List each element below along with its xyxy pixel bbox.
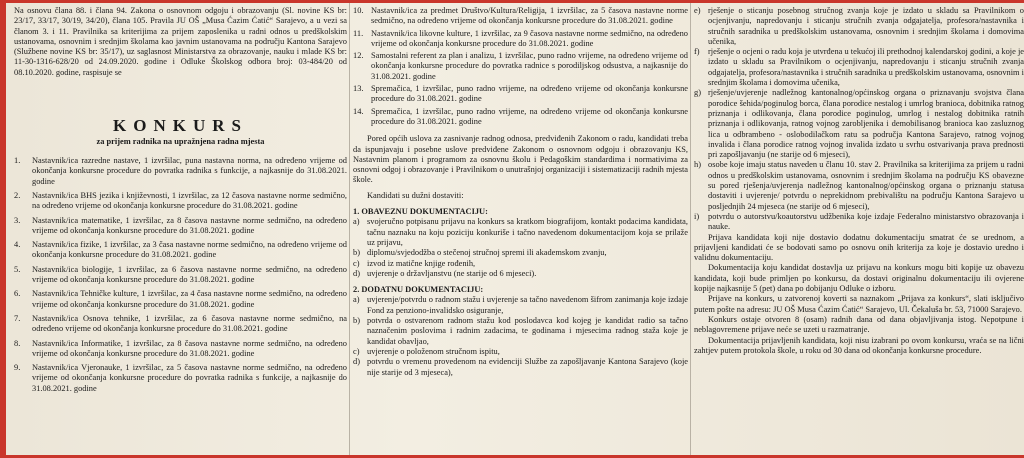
mandatory-docs-list: [353, 217, 688, 279]
doc-item: c) izvod iz matične knjige rođenih,: [353, 258, 476, 268]
additional-docs-list-part1: [353, 295, 688, 377]
column-left: [14, 6, 347, 453]
mandatory-docs-heading: 1. OBAVEZNU DOKUMENTACIJU:: [353, 207, 488, 217]
position-item: 14. Spremačica, 1 izvršilac, puno radno vrijeme, na određeno vrijeme od okončanja konkursne procedure do 31.08.2021. godine: [353, 106, 688, 126]
position-item: 13. Spremačica, 1 izvršilac, puno radno vrijeme, na određeno vrijeme od okončanja konkursne procedure do 31.08.2021. godine: [353, 84, 688, 104]
position-item: 11. Nastavnik/ica likovne kulture, 1 izvršilac, za 9 časova nastavne norme sedmično, na određeno vrijeme od okončanja konkursne procedure do 31.08.2021. godine: [353, 28, 688, 48]
konkurs-subtitle: za prijem radnika na upražnjena radna mjesta: [96, 137, 265, 147]
additional-docs-heading: 2. DODATNU DOKUMENTACIJU:: [353, 285, 484, 295]
doc-item: h) osobe koje imaju status naveden u članu 10. stav 2. Pravilnika sa kriterijima za prijem u radni odnos u predškolskim ustanovama, osnovnim i srednjim školama na području KS obavezne su pored rješenja/uvjerenja nadležnog kantonalnog/općinskog organa o priznanju statusa dostaviti i uvjerenje/ potvrdu o neprekidnom prebivalištu na području Kantona Sarajevo u posljednjih 24 mjeseca (ne starije od 6 mjeseci),: [694, 160, 1024, 211]
position-item: 2. Nastavnik/ica BHS jezika i književnosti, 1 izvršilac, za 12 časova nastavne norme sedmično, na određeno vrijeme od okončanja konkursne procedure do 31.08.2021. godine: [14, 190, 347, 211]
must-submit-label: Kandidati su dužni dostaviti:: [367, 190, 464, 200]
general-conditions: Pored općih uslova za zasnivanje radnog odnosa, predviđenih Zakonom o radu, kandidati treba da ispunjavaju i posebne uslove predviđene Zakonom o osnovnom odgoju i obrazovanju KS, Nastavnim planom i programom za osnovnu školu i Pedagoškim standardima i normativima za osnovni odgoj i obrazovanje i Pravilnikom o unutrašnjoj organizaciji i sistematizaciji radnih mjesta škole.: [353, 134, 688, 185]
doc-item: f) rješenje o ocjeni o radu koja je utvrđena u tekućoj ili prethodnoj kalendarskoj godini, a koje je izdato u skladu sa Pravilnikom o ocjenjivanju, napredovanju i sticanju stručnih zvanja odgajatelja, profesora/nastavnika i stručnih saradnika u predškolskim ustanovama, osnovnim i srednjim školama i domovima učenika,: [694, 47, 1024, 88]
closing-paragraph: Dokumentacija koju kandidat dostavlja uz prijavu na konkurs mogu biti kopije uz obavezu kandidata, koji bude primljen po konkursu, da dostavi originalnu dokumentaciju ili ovjerene kopije najkasnije 5 (pet) dana po dobijanju Odluke o izboru.: [694, 263, 1024, 294]
position-item: 8. Nastavnik/ica Informatike, 1 izvršilac, za 8 časova nastavne norme sedmično, na određeno vrijeme od okončanja konkursne procedure do 31.08.2021. godine: [14, 338, 347, 358]
column-right: [694, 6, 1024, 453]
doc-item: c) uvjerenje o položenom stručnom ispitu,: [353, 346, 500, 356]
position-item: 10. Nastavnik/ica za predmet Društvo/Kultura/Religija, 1 izvršilac, za 5 časova nastavne norme sedmično, na određeno vrijeme od okončanja konkursne procedure do 31.08.2021. godine: [353, 6, 688, 26]
doc-item: d) uvjerenje o državljanstvu (ne starije od 6 mjeseci).: [353, 268, 537, 278]
doc-item: b) potvrda o ostvarenom radnom stažu kod poslodavca kod kojeg je kandidat radio sa tačno naznačenim poslovima i radnim zadacima, te godinama i mjesecima radnog staža koje je kandidat obavljao,: [353, 316, 688, 346]
column-middle: [353, 6, 688, 453]
doc-item: e) rješenje o sticanju posebnog stručnog zvanja koje je izdato u skladu sa Pravilnikom o ocjenjivanju, napredovanju i sticanju stručnih zvanja odgajatelja, profesora/nastavnika i stručnih saradnika u predškolskim ustanovama, osnovnim i srednjim školama i domovima učenika,: [694, 6, 1024, 46]
column-divider: [690, 3, 691, 455]
position-item: 1. Nastavnik/ica razredne nastave, 1 izvršilac, puna nastavna norma, na određeno vrijeme od okončanja konkursne procedure do povratka radnika s funkcije, a najkasnije do 31.08.2021. godine: [14, 156, 347, 186]
position-item: 4. Nastavnik/ica fizike, 1 izvršilac, za 3 časa nastavne norme sedmično, na određeno vrijeme od okončanja konkursne procedure do 31.08.2021. godine: [14, 240, 347, 260]
additional-docs-list-part2: [694, 6, 1024, 233]
konkurs-title: KONKURS: [113, 116, 248, 136]
doc-item: a) svojeručno potpisanu prijavu na konkurs sa kratkom biografijom, kontakt podacima kandidata, tačnu naznaku na koju poziciju konkuriše i tačno navedenom dokumentacijom koja se prilaže uz prijavu,: [353, 217, 688, 247]
doc-item: g) rješenje/uvjerenje nadležnog kantonalnog/općinskog organa o priznavanju svojstva člana porodice šehida/poginulog borca, člana porodice nestalog i umrlog branioca, dobitnika ratnog priznanja i odlikovanja, člana porodice poginulog, umrlog i nestalog dobitnika ratnih priznanja i odlikovanja, ratnog vojnog zarobljenika i demobilisanog branioca kao zasluznog lica u odbrambeno - oslobodilačkom ratu sa područja Kantona Sarajevo, ratnog vojnog invalida i člana porodice ratnog vojnog invalida izdato u svrhu ostvarivanja prava prednosti pri zapošljavanju (ne starije od 6 mjeseci),: [694, 88, 1024, 160]
position-item: 12. Samostalni referent za plan i analizu, 1 izvršilac, puno radno vrijeme, na određeno vrijeme od okončanja konkursne procedure do povratka radnice s porodiljskog odsustva, a najkasnije do 31.08.2021. godine: [353, 51, 688, 81]
positions-list-part2: [353, 6, 688, 127]
position-item: 5. Nastavnik/ica biologije, 1 izvršilac, za 6 časova nastavne norme sedmično, na određeno vrijeme od okončanja konkursne procedure do 31.08.2021. godine: [14, 264, 347, 285]
closing-paragraph: Dokumentacija prijavljenih kandidata, koji nisu izabrani po ovom konkursu, vraća se na lični zahtjev putem protokola škole, u roku od 30 dana od okončanja konkursne procedure.: [694, 335, 1024, 355]
doc-item: b) diplomu/svjedodžba o stečenoj stručnoj spremi ili akademskom zvanju,: [353, 248, 607, 258]
intro-paragraph: Na osnovu člana 88. i člana 94. Zakona o osnovnom odgoju i obrazovanju (Sl. novine KS br: 23/17, 33/17, 30/19, 34/20), člana 105. Pravila JU OŠ „Musa Ćazim Ćatić“ Sarajevo, a u vezi sa članom 3. i 11. Pravilnika sa kriterijima za prijem zaposlenika u radni odnos u predškolskim ustanovama, osnovnim i srednjim školama kao javnim ustanovama na području Kantona Sarajevo (Službene novine KS br: 35/17), uz saglasnost Ministarstva za obrazovanje, nauku i mladе KS br: 11-30-1316-628/20 od 24.09.2020. godine i Odluke Školskog odbora broj: 03-484/20 od 08.10.2020. godine, raspisuje se: [14, 6, 347, 77]
column-divider: [349, 3, 350, 455]
doc-item: d) potvrdu o vremenu provedenom na evidenciji Službe za zapošljavanje Kantona Sarajevo (koje nije starije od 3 mjeseca),: [353, 357, 688, 377]
doc-item: i) potvrdu o autorstvu/koautorstvu udžbenika koje izdaje Federalno ministarstvo obrazovanja i nauke.: [694, 211, 1024, 232]
position-item: 7. Nastavnik/ica Osnova tehnike, 1 izvršilac, za 6 časova nastavne norme sedmično, na određeno vrijeme od okončanja konkursne procedure do 31.08.2021. godine: [14, 313, 347, 334]
position-item: 3. Nastavnik/ica matematike, 1 izvršilac, za 8 časova nastavne norme sedmično, na određeno vrijeme od okončanja konkursne procedure do 31.08.2021. godine: [14, 215, 347, 235]
positions-list-part1: [14, 156, 347, 394]
closing-paragraph: Prijava kandidata koji nije dostavio dodatnu dokumentaciju smatrat će se urednom, a prijavljeni kandidati će se bodovati samo po osnovu onih kriterija za koje je dostavio uredno i validnu dokumentaciju.: [694, 232, 1024, 263]
closing-paragraph: Prijave na konkurs, u zatvorenoj koverti sa naznakom „Prijava za konkurs“, slati isključivo putem pošte na adresu: JU OŠ Musa Ćazim Ćatić“ Sarajevo, Ul. Čekaluša br. 53, 71000 Sarajevo.: [694, 294, 1024, 314]
position-item: 9. Nastavnik/ica Vjeronauke, 1 izvršilac, za 5 časova nastavne norme sedmično, na određeno vrijeme od okončanja konkursne procedure do povratka radnika s funkcije, a najkasnije do 31.08.2021. godine: [14, 363, 347, 393]
position-item: 6. Nastavnik/ica Tehničke kulture, 1 izvršilac, za 4 časa nastavne norme sedmično, na određeno vrijeme od okončanja konkursne procedure do 31.08.2021. godine: [14, 289, 347, 309]
doc-item: a) uvjerenje/potvrdu o radnom stažu i uvjerenje sa tačno navedenom šifrom zanimanja koje izdaje Fond za penziono-invalidsko osiguranje,: [353, 295, 688, 315]
closing-paragraph: Konkurs ostaje otvoren 8 (osam) radnih dana od dana objavljivanja istog. Nepotpune i neblagovremene prijave neće se uzeti u razmatranje.: [694, 314, 1024, 335]
